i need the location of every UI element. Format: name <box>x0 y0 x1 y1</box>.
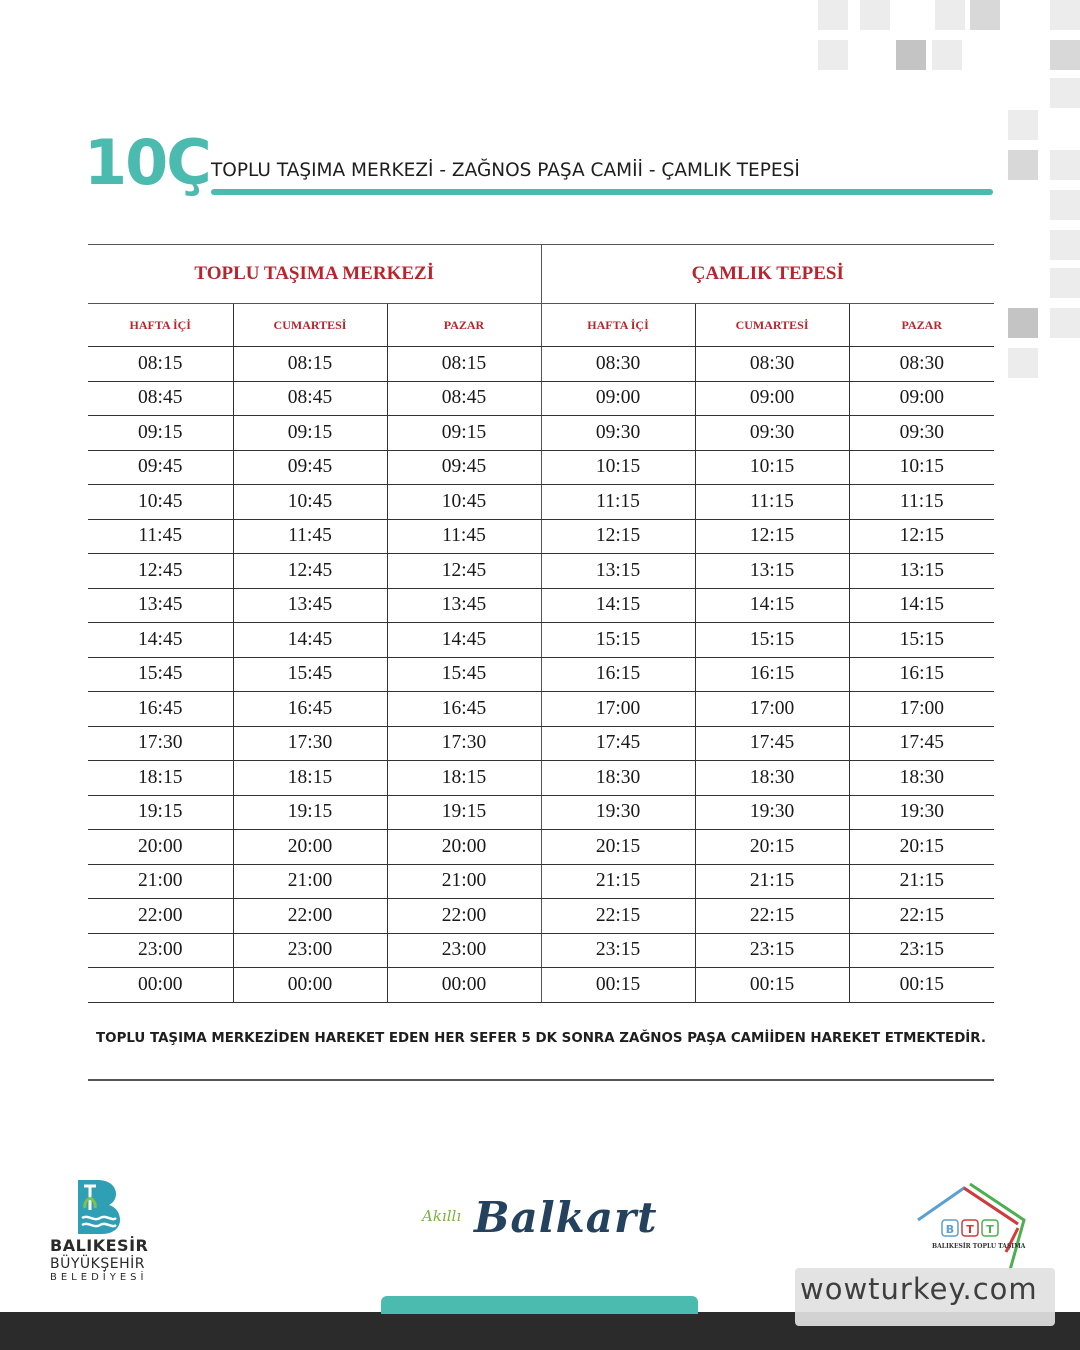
time-cell: 09:15 <box>387 416 541 451</box>
time-cell: 00:00 <box>88 968 233 1003</box>
time-cell: 00:15 <box>849 968 994 1003</box>
time-cell: 21:00 <box>88 864 233 899</box>
time-cell: 13:45 <box>88 588 233 623</box>
time-cell: 20:00 <box>88 830 233 865</box>
time-cell: 09:30 <box>849 416 994 451</box>
time-cell: 09:45 <box>233 450 387 485</box>
time-cell: 15:15 <box>695 623 849 658</box>
time-cell: 18:30 <box>695 761 849 796</box>
time-cell: 23:15 <box>541 933 695 968</box>
time-cell: 13:45 <box>387 588 541 623</box>
time-cell: 14:45 <box>88 623 233 658</box>
time-cell: 20:15 <box>695 830 849 865</box>
time-cell: 09:45 <box>88 450 233 485</box>
time-cell: 13:15 <box>849 554 994 589</box>
time-cell: 21:00 <box>233 864 387 899</box>
column-header: PAZAR <box>849 304 994 347</box>
column-header-row <box>88 304 994 347</box>
table-row <box>88 416 994 451</box>
time-cell: 08:15 <box>88 347 233 382</box>
time-cell: 18:30 <box>541 761 695 796</box>
time-cell: 16:45 <box>88 692 233 727</box>
time-cell: 17:30 <box>387 726 541 761</box>
time-cell: 11:45 <box>233 519 387 554</box>
table-row <box>88 588 994 623</box>
time-cell: 09:45 <box>387 450 541 485</box>
time-cell: 23:15 <box>695 933 849 968</box>
table-row <box>88 692 994 727</box>
time-cell: 16:45 <box>233 692 387 727</box>
time-cell: 10:15 <box>695 450 849 485</box>
municipality-name-line2: BÜYÜKŞEHİR <box>50 1256 145 1272</box>
group-header-camlik-tepesi: ÇAMLIK TEPESİ <box>541 245 994 304</box>
time-cell: 23:00 <box>233 933 387 968</box>
column-header: HAFTA İÇİ <box>541 304 695 347</box>
balkart-logo <box>420 1195 680 1265</box>
table-row <box>88 726 994 761</box>
route-number: 10Ç <box>84 126 210 199</box>
table-row <box>88 899 994 934</box>
time-cell: 19:30 <box>541 795 695 830</box>
table-row <box>88 795 994 830</box>
time-cell: 10:15 <box>849 450 994 485</box>
table-row <box>88 347 994 382</box>
time-cell: 20:15 <box>849 830 994 865</box>
time-cell: 15:15 <box>541 623 695 658</box>
btt-letter: T <box>966 1223 974 1236</box>
time-cell: 11:45 <box>387 519 541 554</box>
time-cell: 18:15 <box>387 761 541 796</box>
time-cell: 08:15 <box>387 347 541 382</box>
schedule-body <box>88 347 994 1003</box>
time-cell: 22:00 <box>233 899 387 934</box>
time-cell: 20:15 <box>541 830 695 865</box>
municipality-name-line1: BALIKESİR <box>50 1236 149 1255</box>
time-cell: 16:45 <box>387 692 541 727</box>
time-cell: 21:00 <box>387 864 541 899</box>
time-cell: 14:15 <box>695 588 849 623</box>
column-header: HAFTA İÇİ <box>88 304 233 347</box>
time-cell: 16:15 <box>849 657 994 692</box>
btt-letter: T <box>986 1223 994 1236</box>
time-cell: 00:15 <box>695 968 849 1003</box>
btt-subtitle: BALIKESİR TOPLU TAŞIMA <box>932 1243 1026 1250</box>
time-cell: 15:45 <box>387 657 541 692</box>
time-cell: 21:15 <box>695 864 849 899</box>
time-cell: 11:15 <box>849 485 994 520</box>
time-cell: 22:15 <box>541 899 695 934</box>
time-cell: 11:15 <box>695 485 849 520</box>
btt-logo <box>910 1180 1030 1270</box>
municipality-logo <box>76 1180 122 1234</box>
time-cell: 17:30 <box>88 726 233 761</box>
time-cell: 22:00 <box>88 899 233 934</box>
time-cell: 10:45 <box>233 485 387 520</box>
time-cell: 09:30 <box>541 416 695 451</box>
time-cell: 19:15 <box>233 795 387 830</box>
time-cell: 22:15 <box>695 899 849 934</box>
time-cell: 14:45 <box>387 623 541 658</box>
balkart-prefix: Akıllı <box>422 1207 462 1225</box>
time-cell: 09:15 <box>233 416 387 451</box>
time-cell: 16:15 <box>695 657 849 692</box>
time-cell: 09:00 <box>849 381 994 416</box>
table-row <box>88 381 994 416</box>
time-cell: 00:00 <box>387 968 541 1003</box>
time-cell: 17:00 <box>695 692 849 727</box>
time-cell: 14:15 <box>849 588 994 623</box>
time-cell: 23:15 <box>849 933 994 968</box>
column-header: CUMARTESİ <box>233 304 387 347</box>
time-cell: 22:15 <box>849 899 994 934</box>
time-cell: 17:45 <box>541 726 695 761</box>
time-cell: 19:15 <box>88 795 233 830</box>
time-cell: 08:45 <box>387 381 541 416</box>
time-cell: 11:15 <box>541 485 695 520</box>
time-cell: 15:45 <box>233 657 387 692</box>
column-header: CUMARTESİ <box>695 304 849 347</box>
time-cell: 00:00 <box>233 968 387 1003</box>
table-row <box>88 485 994 520</box>
time-cell: 08:30 <box>541 347 695 382</box>
time-cell: 08:15 <box>233 347 387 382</box>
table-row <box>88 554 994 589</box>
time-cell: 19:30 <box>849 795 994 830</box>
table-row <box>88 968 994 1003</box>
municipality-name-line3: BELEDİYESİ <box>50 1272 148 1283</box>
time-cell: 15:45 <box>88 657 233 692</box>
time-cell: 23:00 <box>88 933 233 968</box>
time-cell: 08:30 <box>695 347 849 382</box>
time-cell: 17:00 <box>849 692 994 727</box>
table-row <box>88 450 994 485</box>
divider <box>88 1079 994 1081</box>
time-cell: 12:15 <box>695 519 849 554</box>
time-cell: 12:45 <box>387 554 541 589</box>
time-cell: 15:15 <box>849 623 994 658</box>
time-cell: 10:15 <box>541 450 695 485</box>
table-row <box>88 657 994 692</box>
time-cell: 21:15 <box>849 864 994 899</box>
time-cell: 17:45 <box>695 726 849 761</box>
time-cell: 21:15 <box>541 864 695 899</box>
time-cell: 10:45 <box>88 485 233 520</box>
time-cell: 19:15 <box>387 795 541 830</box>
time-cell: 20:00 <box>387 830 541 865</box>
time-cell: 14:45 <box>233 623 387 658</box>
time-cell: 17:45 <box>849 726 994 761</box>
time-cell: 18:15 <box>233 761 387 796</box>
time-cell: 18:15 <box>88 761 233 796</box>
btt-letter: B <box>945 1223 955 1236</box>
time-cell: 14:15 <box>541 588 695 623</box>
time-cell: 08:45 <box>233 381 387 416</box>
schedule-table <box>88 244 994 1003</box>
time-cell: 00:15 <box>541 968 695 1003</box>
time-cell: 23:00 <box>387 933 541 968</box>
time-cell: 12:15 <box>849 519 994 554</box>
balkart-name: Balkart <box>474 1193 658 1242</box>
watermark-text: wowturkey.com <box>800 1272 1038 1306</box>
time-cell: 17:00 <box>541 692 695 727</box>
time-cell: 13:15 <box>695 554 849 589</box>
time-cell: 11:45 <box>88 519 233 554</box>
time-cell: 18:30 <box>849 761 994 796</box>
time-cell: 19:30 <box>695 795 849 830</box>
table-row <box>88 519 994 554</box>
bottom-accent-tab <box>381 1296 698 1314</box>
time-cell: 10:45 <box>387 485 541 520</box>
group-header-row <box>88 245 994 304</box>
table-row <box>88 623 994 658</box>
table-row <box>88 761 994 796</box>
time-cell: 09:15 <box>88 416 233 451</box>
time-cell: 09:00 <box>541 381 695 416</box>
schedule-note: TOPLU TAŞIMA MERKEZİDEN HAREKET EDEN HER SEFER 5 DK SONRA ZAĞNOS PAŞA CAMİİDEN HAREKET ETMEKTEDİR. <box>96 1031 986 1046</box>
time-cell: 12:45 <box>88 554 233 589</box>
table-row <box>88 864 994 899</box>
time-cell: 22:00 <box>387 899 541 934</box>
time-cell: 12:45 <box>233 554 387 589</box>
time-cell: 20:00 <box>233 830 387 865</box>
group-header-toplu-tasima-merkezi: TOPLU TAŞIMA MERKEZİ <box>88 245 541 304</box>
time-cell: 13:45 <box>233 588 387 623</box>
time-cell: 16:15 <box>541 657 695 692</box>
table-row <box>88 830 994 865</box>
column-header: PAZAR <box>387 304 541 347</box>
time-cell: 17:30 <box>233 726 387 761</box>
time-cell: 08:30 <box>849 347 994 382</box>
table-row <box>88 933 994 968</box>
title-underline <box>211 189 993 195</box>
time-cell: 08:45 <box>88 381 233 416</box>
time-cell: 09:30 <box>695 416 849 451</box>
route-title: TOPLU TAŞIMA MERKEZİ - ZAĞNOS PAŞA CAMİİ - ÇAMLIK TEPESİ <box>211 160 800 181</box>
time-cell: 13:15 <box>541 554 695 589</box>
time-cell: 09:00 <box>695 381 849 416</box>
time-cell: 12:15 <box>541 519 695 554</box>
